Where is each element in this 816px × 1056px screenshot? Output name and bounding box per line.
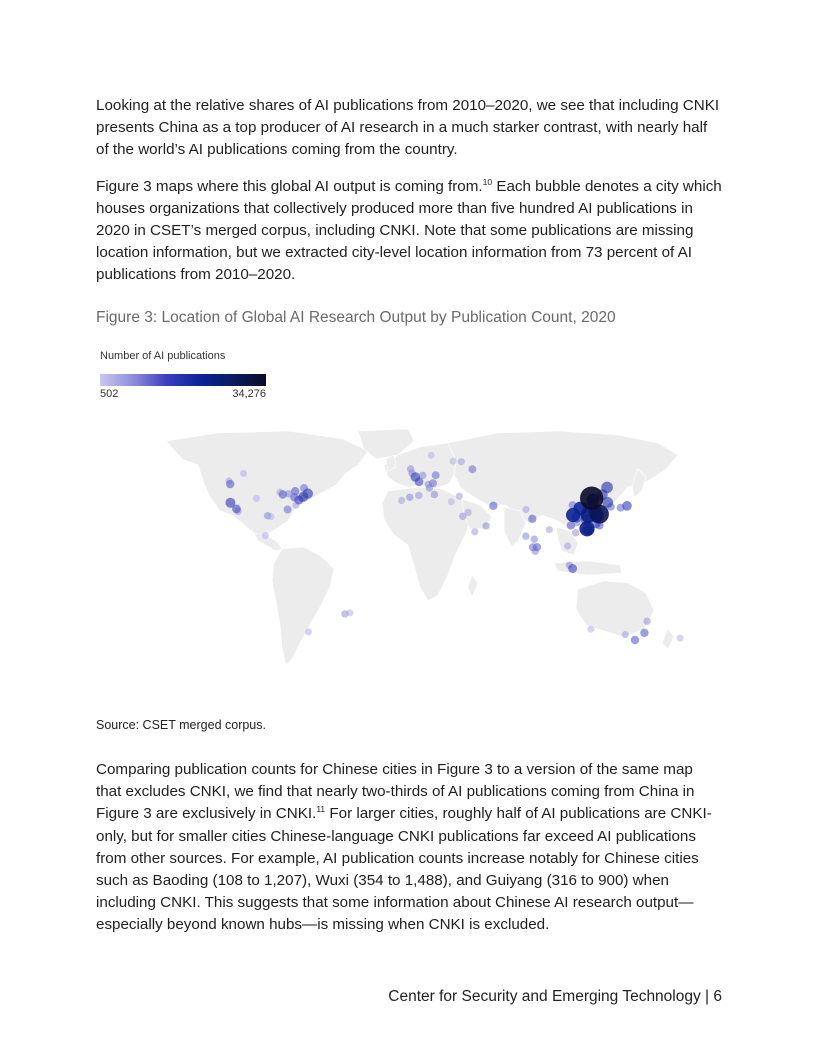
city-bubble-finland[interactable] xyxy=(450,458,457,465)
city-bubble-saudi-arabia[interactable] xyxy=(471,528,478,535)
city-bubble-uk[interactable] xyxy=(407,465,414,472)
city-bubble-brazil[interactable] xyxy=(341,610,348,617)
paragraph-2 xyxy=(96,176,722,287)
city-bubble-egypt[interactable] xyxy=(459,513,466,520)
paragraph-3-text-b: For larger cities, roughly half of AI publications are CNKI-only, but for smaller cities Chinese-language CNKI publications far exceed AI publications from other sources. For example, AI publication counts increase notably for Chinese cities such as Baoding (108 to 1,207), Wuxi (354 to 1,488), and Guiyang (316 to 900) when including CNKI. This suggests that some information about Chinese AI research output—especially beyond known hubs—is missing when CNKI is excluded. xyxy=(96,805,712,934)
city-bubble-spain[interactable] xyxy=(406,494,413,501)
city-bubble-spain[interactable] xyxy=(415,492,422,499)
legend-min-label: 502 xyxy=(100,388,119,400)
city-bubble-norway[interactable] xyxy=(428,452,435,459)
city-bubble-vietnam[interactable] xyxy=(572,529,579,536)
paragraph-3-text-a: Comparing publication counts for Chinese cities in Figure 3 to a version of the same map that excludes CNKI, we find that nearly two-thirds of AI publications coming from China in Figure 3 are exclusively in CNKI. xyxy=(96,761,695,823)
legend-color-bar xyxy=(100,374,266,386)
paragraph-3 xyxy=(96,759,722,937)
paragraph-2-text-a: Figure 3 maps where this global AI output is coming from. xyxy=(96,177,483,195)
figure-source: Source: CSET merged corpus. xyxy=(96,718,266,732)
footnote-ref-11[interactable]: 11 xyxy=(316,804,326,815)
city-bubble-germany[interactable] xyxy=(432,471,440,479)
city-bubble-india[interactable] xyxy=(522,532,529,539)
city-bubble-uk[interactable] xyxy=(411,472,421,482)
world-map-svg xyxy=(158,425,688,675)
city-bubble-india[interactable] xyxy=(546,526,553,533)
africa xyxy=(382,487,472,601)
city-bubble-usa[interactable] xyxy=(264,512,271,519)
city-bubble-canada[interactable] xyxy=(291,487,299,495)
figure-title: Figure 3: Location of Global AI Research Output by Publication Count, 2020 xyxy=(96,308,616,326)
city-bubble-japan[interactable] xyxy=(622,501,632,511)
page-content xyxy=(96,95,722,934)
city-bubble-canada[interactable] xyxy=(240,470,247,477)
page-footer: Center for Security and Emerging Technology | 6 xyxy=(388,988,722,1005)
city-bubble-india[interactable] xyxy=(528,515,536,523)
legend-title: Number of AI publications xyxy=(100,350,226,362)
color-legend xyxy=(100,350,280,400)
north-america xyxy=(166,431,368,535)
city-bubble-thailand[interactable] xyxy=(564,542,571,549)
city-bubble-greece[interactable] xyxy=(448,498,455,505)
city-bubble-usa[interactable] xyxy=(284,506,292,514)
city-bubble-russia[interactable] xyxy=(458,458,465,465)
city-bubble-china[interactable] xyxy=(567,521,575,529)
city-bubble-usa[interactable] xyxy=(279,490,287,498)
city-bubble-portugal[interactable] xyxy=(398,497,405,504)
paragraph-2-text-b: Each bubble denotes a city which houses organizations that collectively produced more than five hundred AI publications in 2020 in CSET’s merged corpus, including CNKI. Note that some publications are missing location information, but we extracted city-level location information from 73 percent of AI publications from 2010–2020. xyxy=(96,177,722,284)
city-bubble-saudi-arabia[interactable] xyxy=(482,522,489,529)
city-bubble-australia[interactable] xyxy=(631,636,639,644)
city-bubble-india[interactable] xyxy=(531,536,538,543)
city-bubble-china[interactable] xyxy=(601,482,613,494)
new-zealand xyxy=(662,629,674,649)
city-bubble-india[interactable] xyxy=(533,543,541,551)
paragraph-1: Looking at the relative shares of AI publications from 2010–2020, we see that including CNKI presents China as a top producer of AI research in a much starker contrast, with nearly half of the world’s AI publications coming from the country. xyxy=(96,97,720,159)
city-bubble-new-zealand[interactable] xyxy=(677,635,684,642)
city-bubble-mexico[interactable] xyxy=(262,532,269,539)
city-bubble-turkey[interactable] xyxy=(456,493,463,500)
city-bubble-usa[interactable] xyxy=(303,488,313,498)
city-bubble-singapore[interactable] xyxy=(568,564,577,573)
city-bubble-china[interactable] xyxy=(579,521,594,536)
city-bubble-usa[interactable] xyxy=(226,480,234,488)
city-bubble-iran[interactable] xyxy=(489,502,497,510)
legend-labels xyxy=(100,388,266,400)
city-bubble-italy[interactable] xyxy=(431,491,438,498)
south-america xyxy=(272,547,334,665)
city-bubble-australia[interactable] xyxy=(643,618,650,625)
city-bubble-china[interactable] xyxy=(566,508,580,522)
world-map xyxy=(158,425,688,675)
city-bubble-germany[interactable] xyxy=(429,479,437,487)
city-bubble-usa[interactable] xyxy=(253,495,260,502)
city-bubble-australia[interactable] xyxy=(640,629,648,637)
madagascar xyxy=(468,575,478,597)
city-bubble-usa[interactable] xyxy=(225,498,235,508)
city-bubble-china[interactable] xyxy=(580,487,603,510)
indonesia xyxy=(554,561,622,575)
city-bubble-pakistan[interactable] xyxy=(522,506,529,513)
city-bubble-chile[interactable] xyxy=(305,628,312,635)
legend-max-label: 34,276 xyxy=(232,388,266,400)
city-bubble-australia[interactable] xyxy=(622,631,629,638)
city-bubble-australia[interactable] xyxy=(587,626,594,633)
land-masses xyxy=(166,429,678,665)
footnote-ref-10[interactable]: 10 xyxy=(482,176,493,187)
city-bubble-russia[interactable] xyxy=(468,465,476,473)
